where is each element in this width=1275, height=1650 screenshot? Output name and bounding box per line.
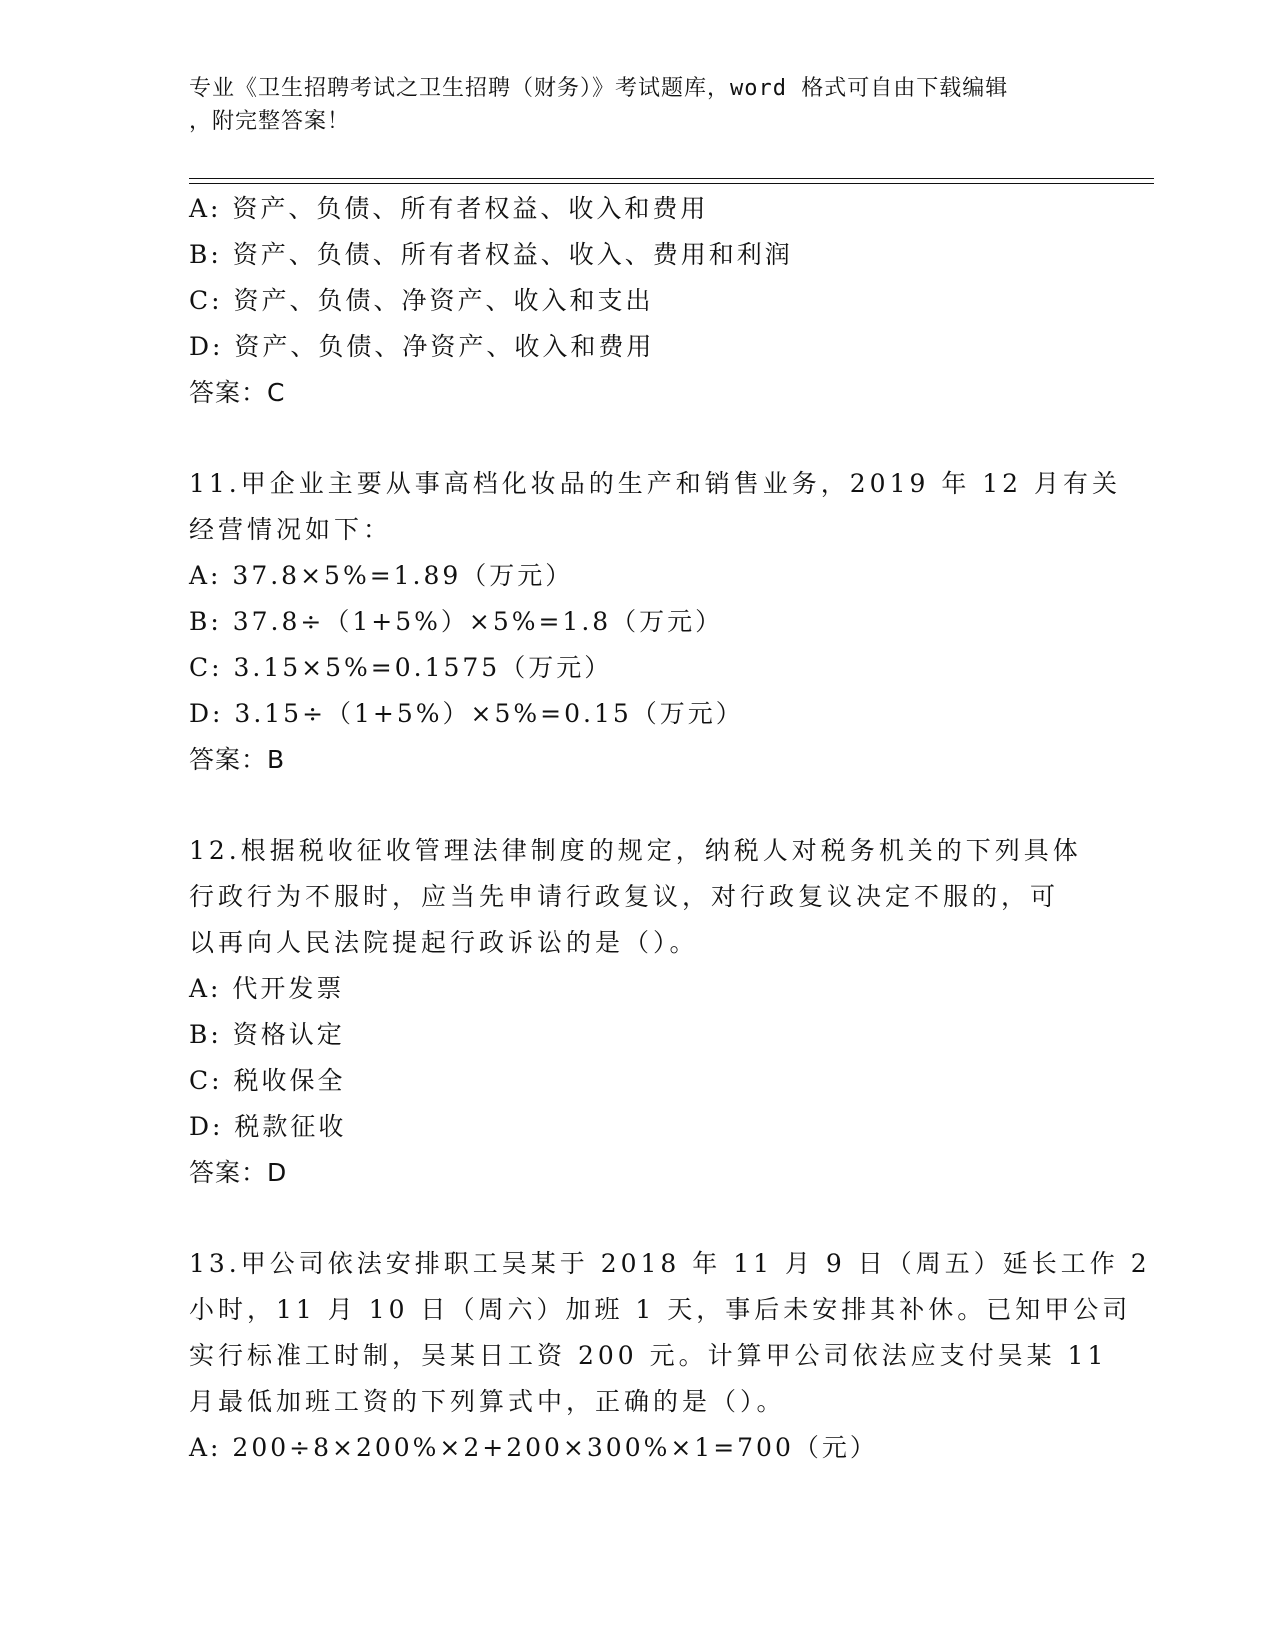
option-d: D: 税款征收 (189, 1112, 347, 1141)
option-a: A: 200÷8×200%×2+200×300%×1=700（元） (189, 1433, 878, 1462)
document-header (189, 72, 1089, 138)
question-stem-line: 实行标准工时制，吴某日工资 200 元。计算甲公司依法应支付吴某 11 (189, 1341, 1108, 1370)
option-c: C: 税收保全 (189, 1066, 346, 1095)
question-stem-line: 经营情况如下： (189, 515, 393, 544)
option-a: A: 代开发票 (189, 974, 345, 1003)
question-10 (189, 186, 1089, 416)
option-a: A: 资产、负债、所有者权益、收入和费用 (189, 194, 709, 223)
question-stem-line: 月最低加班工资的下列算式中，正确的是（）。 (189, 1387, 786, 1416)
answer: 答案：B (189, 745, 286, 774)
option-d: D: 3.15÷（1+5%）×5%=0.15（万元） (189, 699, 744, 728)
question-stem-line: 小时，11 月 10 日（周六）加班 1 天，事后未安排其补休。已知甲公司 (189, 1295, 1132, 1324)
option-b: B: 37.8÷（1+5%）×5%=1.8（万元） (189, 607, 724, 636)
header-line-2: ，附完整答案！ (189, 109, 351, 134)
question-11 (189, 461, 1122, 783)
option-a: A: 37.8×5%=1.89（万元） (189, 561, 574, 590)
document-body (189, 186, 1151, 1471)
answer: 答案：D (189, 1158, 288, 1187)
option-b: B: 资格认定 (189, 1020, 345, 1049)
answer: 答案：C (189, 378, 286, 407)
header-rule-bottom (189, 183, 1154, 184)
header-line-1: 专业《卫生招聘考试之卫生招聘（财务）》考试题库，word 格式可自由下载编辑 (189, 76, 1009, 101)
question-stem-line: 11.甲企业主要从事高档化妆品的生产和销售业务，2019 年 12 月有关 (189, 469, 1122, 498)
question-stem-line: 12.根据税收征收管理法律制度的规定，纳税人对税务机关的下列具体 (189, 836, 1082, 865)
option-c: C: 3.15×5%=0.1575（万元） (189, 653, 613, 682)
question-stem-line: 行政行为不服时，应当先申请行政复议，对行政复议决定不服的，可 (189, 882, 1060, 911)
question-13 (189, 1241, 1151, 1471)
option-d: D: 资产、负债、净资产、收入和费用 (189, 332, 655, 361)
question-stem-line: 13.甲公司依法安排职工吴某于 2018 年 11 月 9 日（周五）延长工作 2 (189, 1249, 1151, 1278)
question-stem-line: 以再向人民法院提起行政诉讼的是（）。 (189, 928, 699, 957)
option-c: C: 资产、负债、净资产、收入和支出 (189, 286, 654, 315)
question-12 (189, 828, 1089, 1196)
option-b: B: 资产、负债、所有者权益、收入、费用和利润 (189, 240, 793, 269)
header-rule-top (189, 178, 1154, 179)
